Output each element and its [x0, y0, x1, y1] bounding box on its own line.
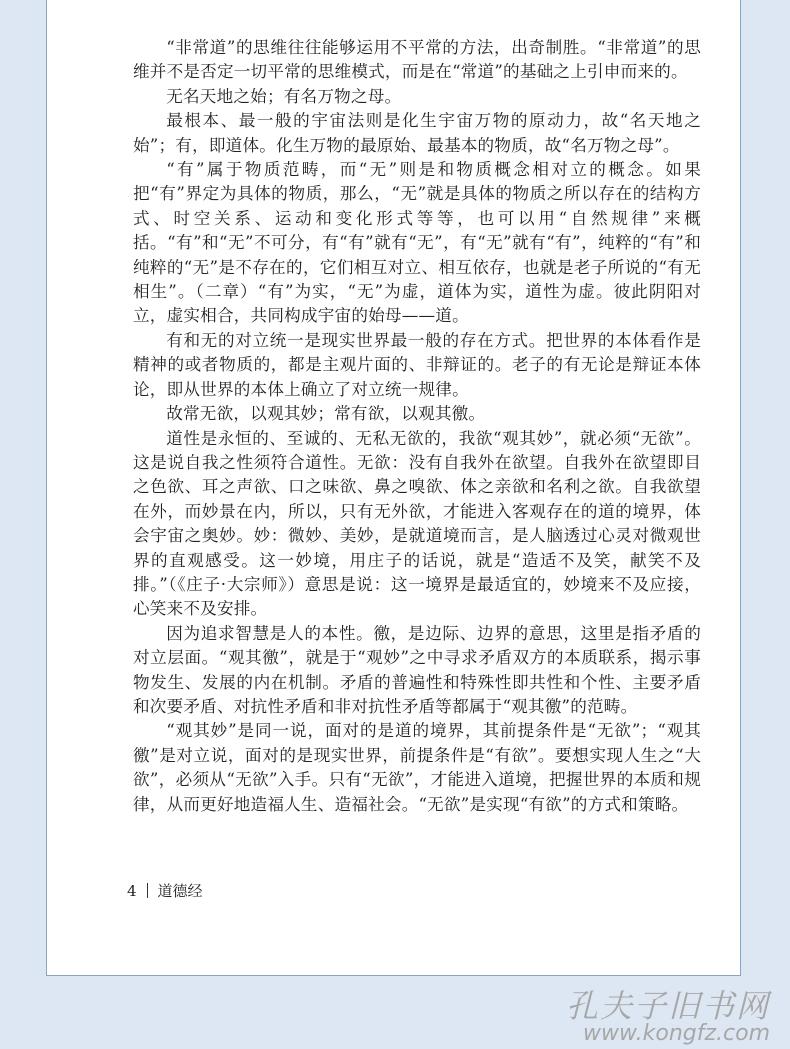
footer-divider: [147, 883, 148, 898]
paragraph: 道性是永恒的、至诚的、无私无欲的，我欲“观其妙”，就必须“无欲”。这是说自我之性须符合道性。无欲：没有自我外在欲望。自我外在欲望即目之色欲、耳之声欲、口之味欲、鼻之嗅欲、体之亲欲和名利之欲。自我欲望在外，而妙景在内，所以，只有无外欲，才能进入客观存在的道的境界，体会宇宙之奥妙。妙：微妙、美妙，是就道境而言，是人脑透过心灵对微观世界的直观感受。这一妙境，用庄子的话说，就是“造适不及笑，献笑不及排。”（《庄子·大宗师》）意思是说：这一境界是最适宜的，妙境来不及应接，心笑来不及安排。: [133, 428, 701, 619]
watermark-url: www.kongfz.com: [583, 1021, 770, 1046]
book-page: [46, 0, 741, 976]
paragraph: “非常道”的思维往往能够运用不平常的方法，出奇制胜。“非常道”的思维并不是否定一切平常的思维模式，而是在“常道”的基础之上引申而来的。: [133, 38, 701, 82]
page-number: 4: [127, 881, 137, 900]
page-footer: [127, 880, 203, 901]
paragraph: 故常无欲，以观其妙；常有欲，以观其徼。: [166, 404, 486, 424]
watermark: [566, 988, 770, 1046]
paragraph: 有和无的对立统一是现实世界最一般的存在方式。把世界的本体看作是精神的或者物质的，都是主观片面的、非辩证的。老子的有无论是辩证本体论，即从世界的本体上确立了对立统一规律。: [133, 330, 701, 399]
book-title: 道德经: [157, 882, 203, 900]
paragraph: 最根本、最一般的宇宙法则是化生宇宙万物的原动力，故“名天地之始”；有，即道体。化生万物的最原始、最基本的物质，故“名万物之母”。: [133, 111, 701, 155]
paragraph: “有”属于物质范畴，而“无”则是和物质概念相对立的概念。如果把“有”界定为具体的物质，那么，“无”就是具体的物质之所以存在的结构方式、时空关系、运动和变化形式等等，也可以用“自然规律”来概括。“有”和“无”不可分，有“有”就有“无”，有“无”就有“有”，纯粹的“有”和纯粹的“无”是不存在的，它们相互对立、相互依存，也就是老子所说的“有无相生”。（二章）“有”为实，“无”为虚，道体为实，道性为虚。彼此阴阳对立，虚实相合，共同构成宇宙的始母——道。: [133, 160, 701, 326]
watermark-site-name: 孔夫子旧书网: [565, 987, 770, 1025]
page-body: [133, 36, 701, 817]
paragraph: 因为追求智慧是人的本性。徼，是边际、边界的意思，这里是指矛盾的对立层面。“观其徼”，就是于“观妙”之中寻求矛盾双方的本质联系，揭示事物发生、发展的内在机制。矛盾的普遍性和特殊性即共性和个性、主要矛盾和次要矛盾、对抗性矛盾和非对抗性矛盾等都属于“观其徼”的范畴。: [133, 623, 701, 716]
paragraph: 无名天地之始；有名万物之母。: [166, 86, 402, 106]
paragraph: “观其妙”是同一说，面对的是道的境界，其前提条件是“无欲”；“观其徼”是对立说，面对的是现实世界，前提条件是“有欲”。要想实现人生之“大欲”，必须从“无欲”入手。只有“无欲”，才能进入道境，把握世界的本质和规律，从而更好地造福人生、造福社会。“无欲”是实现“有欲”的方式和策略。: [133, 721, 701, 814]
